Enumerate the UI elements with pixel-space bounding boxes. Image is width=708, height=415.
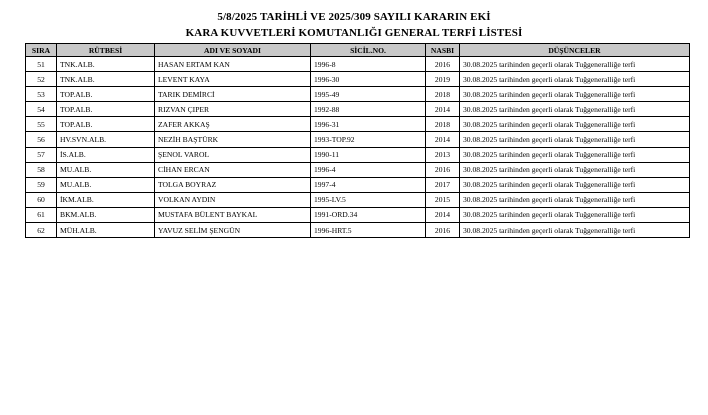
cell-sicil-no: 1995-49 [311,87,426,102]
document-subtitle: KARA KUVVETLERİ KOMUTANLIĞI GENERAL TERFİ LİSTESİ [185,27,523,39]
cell-nasbi: 2018 [426,87,460,102]
cell-rutbe: HV.SVN.ALB. [57,132,155,147]
column-header-sicil-no: SİCİL.NO. [311,44,426,57]
cell-sira: 51 [26,57,57,72]
cell-ad-soyad: MUSTAFA BÜLENT BAYKAL [155,207,311,222]
cell-nasbi: 2014 [426,132,460,147]
cell-sicil-no: 1996-31 [311,117,426,132]
cell-sicil-no: 1990-11 [311,147,426,162]
cell-sicil-no: 1995-LV.5 [311,192,426,207]
cell-sira: 62 [26,223,57,238]
cell-sicil-no: 1997-4 [311,177,426,192]
cell-dusunce: 30.08.2025 tarihinden geçerli olarak Tuğgeneralliğe terfi [460,177,690,192]
cell-rutbe: TNK.ALB. [57,57,155,72]
promotion-table [25,43,690,238]
table-row [26,87,690,102]
cell-sicil-no: 1996-8 [311,57,426,72]
cell-sicil-no: 1996-HRT.5 [311,223,426,238]
cell-sira: 52 [26,72,57,87]
table-row [26,207,690,222]
cell-sira: 59 [26,177,57,192]
cell-ad-soyad: ZAFER AKKAŞ [155,117,311,132]
table-row [26,177,690,192]
table-row [26,162,690,177]
cell-rutbe: TOP.ALB. [57,87,155,102]
cell-nasbi: 2018 [426,117,460,132]
cell-dusunce: 30.08.2025 tarihinden geçerli olarak Tuğgeneralliğe terfi [460,72,690,87]
cell-dusunce: 30.08.2025 tarihinden geçerli olarak Tuğgeneralliğe terfi [460,117,690,132]
cell-nasbi: 2015 [426,192,460,207]
cell-ad-soyad: VOLKAN AYDIN [155,192,311,207]
column-header-sira: SIRA [26,44,57,57]
cell-rutbe: TOP.ALB. [57,117,155,132]
cell-ad-soyad: NEZİH BAŞTÜRK [155,132,311,147]
cell-sira: 53 [26,87,57,102]
column-header-dusunceler: DÜŞÜNCELER [460,44,690,57]
table-row [26,72,690,87]
table-row [26,102,690,117]
cell-rutbe: TOP.ALB. [57,102,155,117]
cell-dusunce: 30.08.2025 tarihinden geçerli olarak Tuğgeneralliğe terfi [460,132,690,147]
cell-nasbi: 2019 [426,72,460,87]
cell-rutbe: İS.ALB. [57,147,155,162]
column-header-rutbesi: RÜTBESİ [57,44,155,57]
cell-ad-soyad: HASAN ERTAM KAN [155,57,311,72]
cell-rutbe: MÜH.ALB. [57,223,155,238]
cell-ad-soyad: CİHAN ERCAN [155,162,311,177]
cell-sicil-no: 1992-88 [311,102,426,117]
cell-nasbi: 2017 [426,177,460,192]
cell-rutbe: TNK.ALB. [57,72,155,87]
cell-sicil-no: 1993-TOP.92 [311,132,426,147]
cell-dusunce: 30.08.2025 tarihinden geçerli olarak Tuğgeneralliğe terfi [460,102,690,117]
cell-sira: 56 [26,132,57,147]
cell-dusunce: 30.08.2025 tarihinden geçerli olarak Tuğgeneralliğe terfi [460,147,690,162]
cell-ad-soyad: LEVENT KAYA [155,72,311,87]
cell-nasbi: 2013 [426,147,460,162]
cell-ad-soyad: TOLGA BOYRAZ [155,177,311,192]
cell-sicil-no: 1996-4 [311,162,426,177]
cell-sira: 58 [26,162,57,177]
cell-nasbi: 2014 [426,102,460,117]
cell-nasbi: 2014 [426,207,460,222]
table-header-row [26,44,690,57]
table-row [26,132,690,147]
cell-dusunce: 30.08.2025 tarihinden geçerli olarak Tuğgeneralliğe terfi [460,223,690,238]
cell-sira: 54 [26,102,57,117]
table-row [26,223,690,238]
cell-ad-soyad: ŞENOL VAROL [155,147,311,162]
cell-sira: 60 [26,192,57,207]
cell-dusunce: 30.08.2025 tarihinden geçerli olarak Tuğgeneralliğe terfi [460,162,690,177]
table-row [26,192,690,207]
cell-dusunce: 30.08.2025 tarihinden geçerli olarak Tuğgeneralliğe terfi [460,192,690,207]
cell-dusunce: 30.08.2025 tarihinden geçerli olarak Tuğgeneralliğe terfi [460,87,690,102]
cell-sira: 61 [26,207,57,222]
table-row [26,117,690,132]
cell-ad-soyad: RIZVAN ÇIPER [155,102,311,117]
cell-sicil-no: 1996-30 [311,72,426,87]
cell-nasbi: 2016 [426,162,460,177]
document-title: 5/8/2025 TARİHLİ VE 2025/309 SAYILI KARARIN EKİ [217,11,491,23]
cell-sicil-no: 1991-ORD.34 [311,207,426,222]
cell-dusunce: 30.08.2025 tarihinden geçerli olarak Tuğgeneralliğe terfi [460,207,690,222]
cell-rutbe: İKM.ALB. [57,192,155,207]
cell-nasbi: 2016 [426,57,460,72]
cell-ad-soyad: YAVUZ SELİM ŞENGÜN [155,223,311,238]
cell-sira: 55 [26,117,57,132]
cell-nasbi: 2016 [426,223,460,238]
cell-rutbe: BKM.ALB. [57,207,155,222]
cell-rutbe: MU.ALB. [57,177,155,192]
cell-rutbe: MU.ALB. [57,162,155,177]
cell-sira: 57 [26,147,57,162]
cell-dusunce: 30.08.2025 tarihinden geçerli olarak Tuğgeneralliğe terfi [460,57,690,72]
table-row [26,147,690,162]
column-header-nasbi: NASBI [426,44,460,57]
cell-ad-soyad: TARIK DEMİRCİ [155,87,311,102]
column-header-adi-soyadi: ADI VE SOYADI [155,44,311,57]
table-row [26,57,690,72]
